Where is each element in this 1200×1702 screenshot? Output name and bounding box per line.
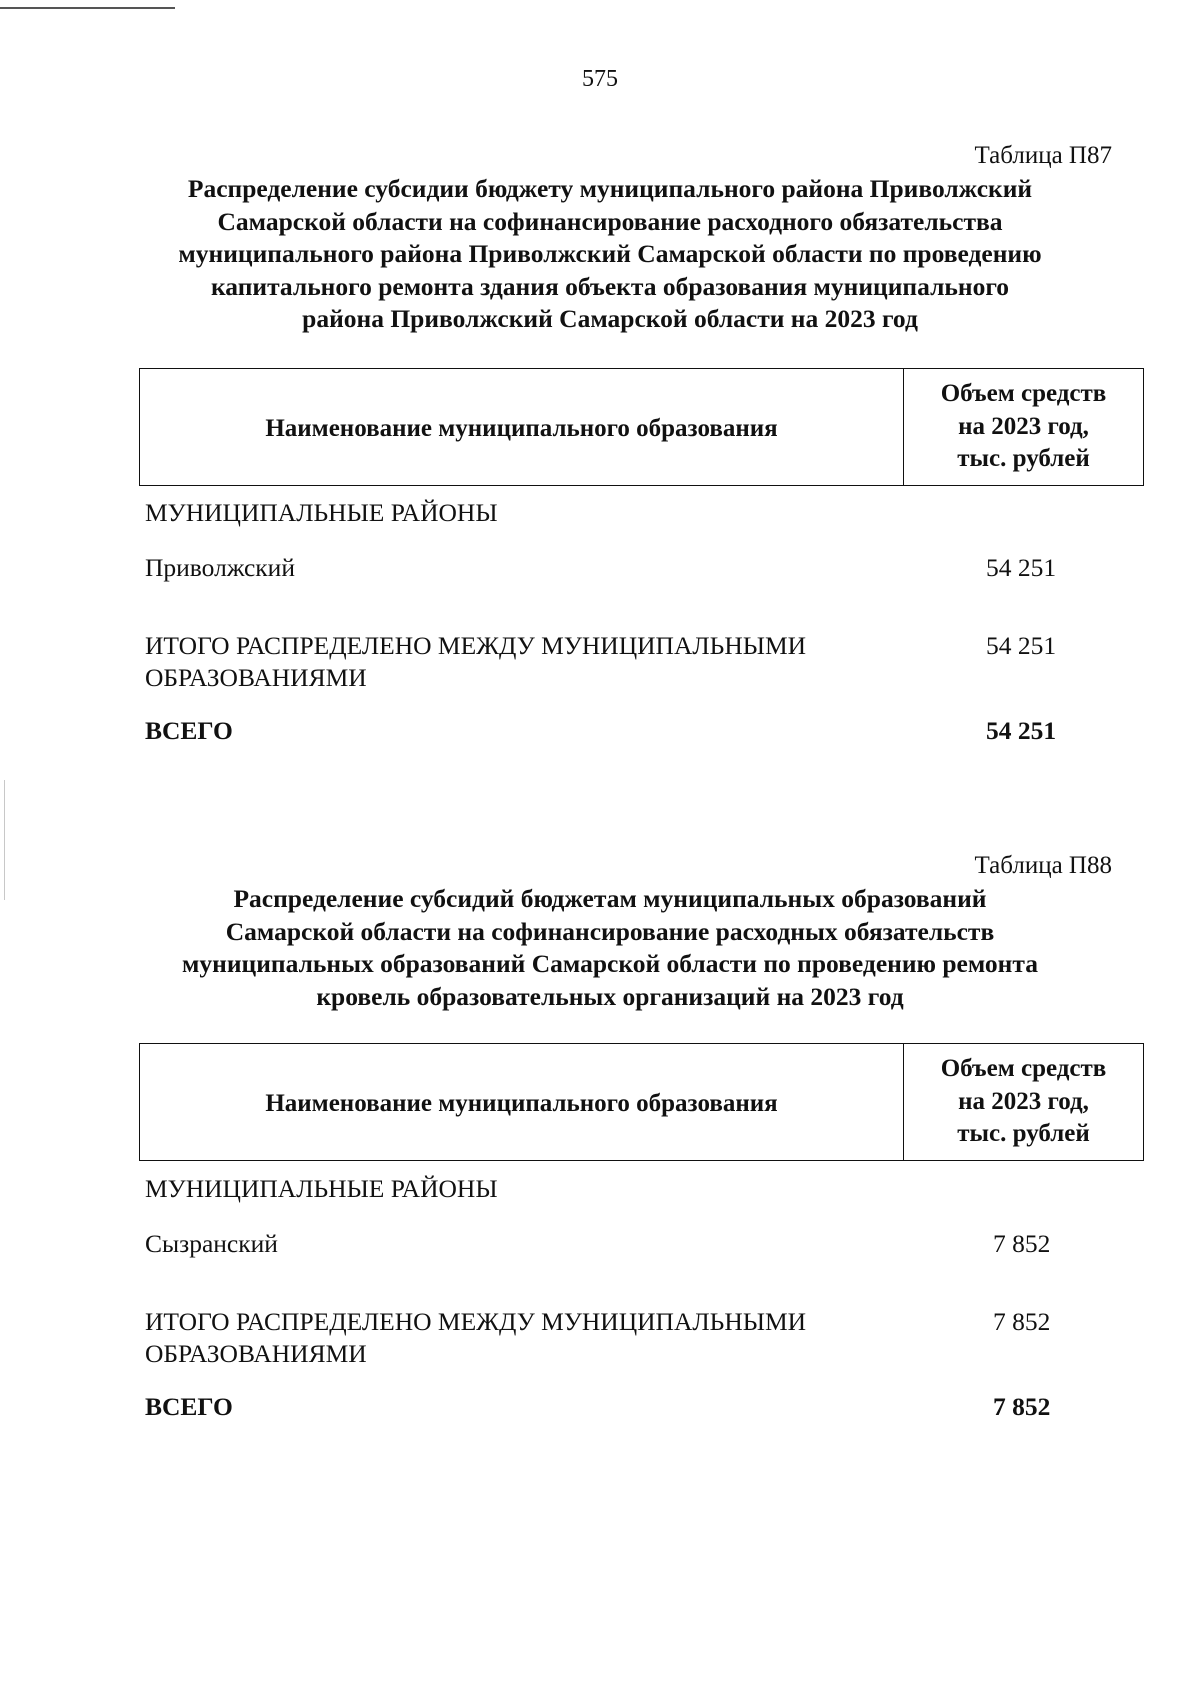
table-title (130, 173, 1090, 336)
total-value: 54 251 (986, 716, 1057, 745)
header-volume-line: на 2023 год, (958, 412, 1089, 440)
subtotal-label-line: ИТОГО РАСПРЕДЕЛЕНО МЕЖДУ МУНИЦИПАЛЬНЫМИ (145, 1307, 807, 1336)
title-line: Самарской области на софинансирование расходных обязательств (225, 916, 995, 946)
scan-margin-mark (4, 780, 5, 900)
row-name: Сызранский (145, 1229, 278, 1258)
total-label: ВСЕГО (145, 1392, 233, 1421)
header-volume-line: на 2023 год, (958, 1087, 1089, 1115)
title-line: Самарской области на софинансирование расходного обязательства (217, 206, 1003, 236)
subtotal-label-line: ИТОГО РАСПРЕДЕЛЕНО МЕЖДУ МУНИЦИПАЛЬНЫМИ (145, 631, 807, 660)
subtotal-value: 54 251 (986, 631, 1057, 660)
row-value: 7 852 (993, 1229, 1051, 1258)
title-line: кровель образовательных организаций на 2023 год (316, 981, 904, 1011)
header-volume-line: тыс. рублей (957, 1120, 1090, 1148)
header-volume-line: тыс. рублей (957, 445, 1090, 473)
subtotal-label-line: ОБРАЗОВАНИЯМИ (145, 663, 367, 692)
table-header (139, 368, 1144, 486)
table-header (139, 1043, 1144, 1161)
header-name-column: Наименование муниципального образования (140, 369, 904, 485)
total-label: ВСЕГО (145, 716, 233, 745)
subtotal-label-line: ОБРАЗОВАНИЯМИ (145, 1339, 367, 1368)
section-label: МУНИЦИПАЛЬНЫЕ РАЙОНЫ (145, 1174, 498, 1203)
table-number: Таблица П88 (974, 852, 1112, 879)
table-title (130, 883, 1090, 1013)
title-line: муниципальных образований Самарской области по проведению ремонта (182, 949, 1038, 978)
title-line: района Приволжский Самарской области на 2023 год (302, 304, 918, 333)
section-label: МУНИЦИПАЛЬНЫЕ РАЙОНЫ (145, 498, 498, 527)
title-line: капитального ремонта здания объекта образования муниципального (210, 271, 1010, 301)
title-line: Распределение субсидии бюджету муниципального района Приволжский (187, 174, 1033, 203)
subtotal-value: 7 852 (993, 1307, 1051, 1336)
row-value: 54 251 (986, 553, 1057, 582)
header-volume-line: Объем средств (940, 1055, 1107, 1083)
scan-artifact-line (0, 7, 175, 9)
table-number: Таблица П87 (974, 142, 1112, 169)
row-name: Приволжский (145, 553, 295, 582)
header-volume-column (904, 1044, 1143, 1160)
total-value: 7 852 (993, 1392, 1051, 1421)
header-volume-line: Объем средств (940, 380, 1107, 408)
title-line: муниципального района Приволжский Самарской области по проведению (178, 239, 1042, 268)
header-volume-column (904, 369, 1143, 485)
page-number: 575 (582, 66, 618, 92)
title-line: Распределение субсидий бюджетам муниципальных образований (233, 884, 987, 913)
header-name-column: Наименование муниципального образования (140, 1044, 904, 1160)
